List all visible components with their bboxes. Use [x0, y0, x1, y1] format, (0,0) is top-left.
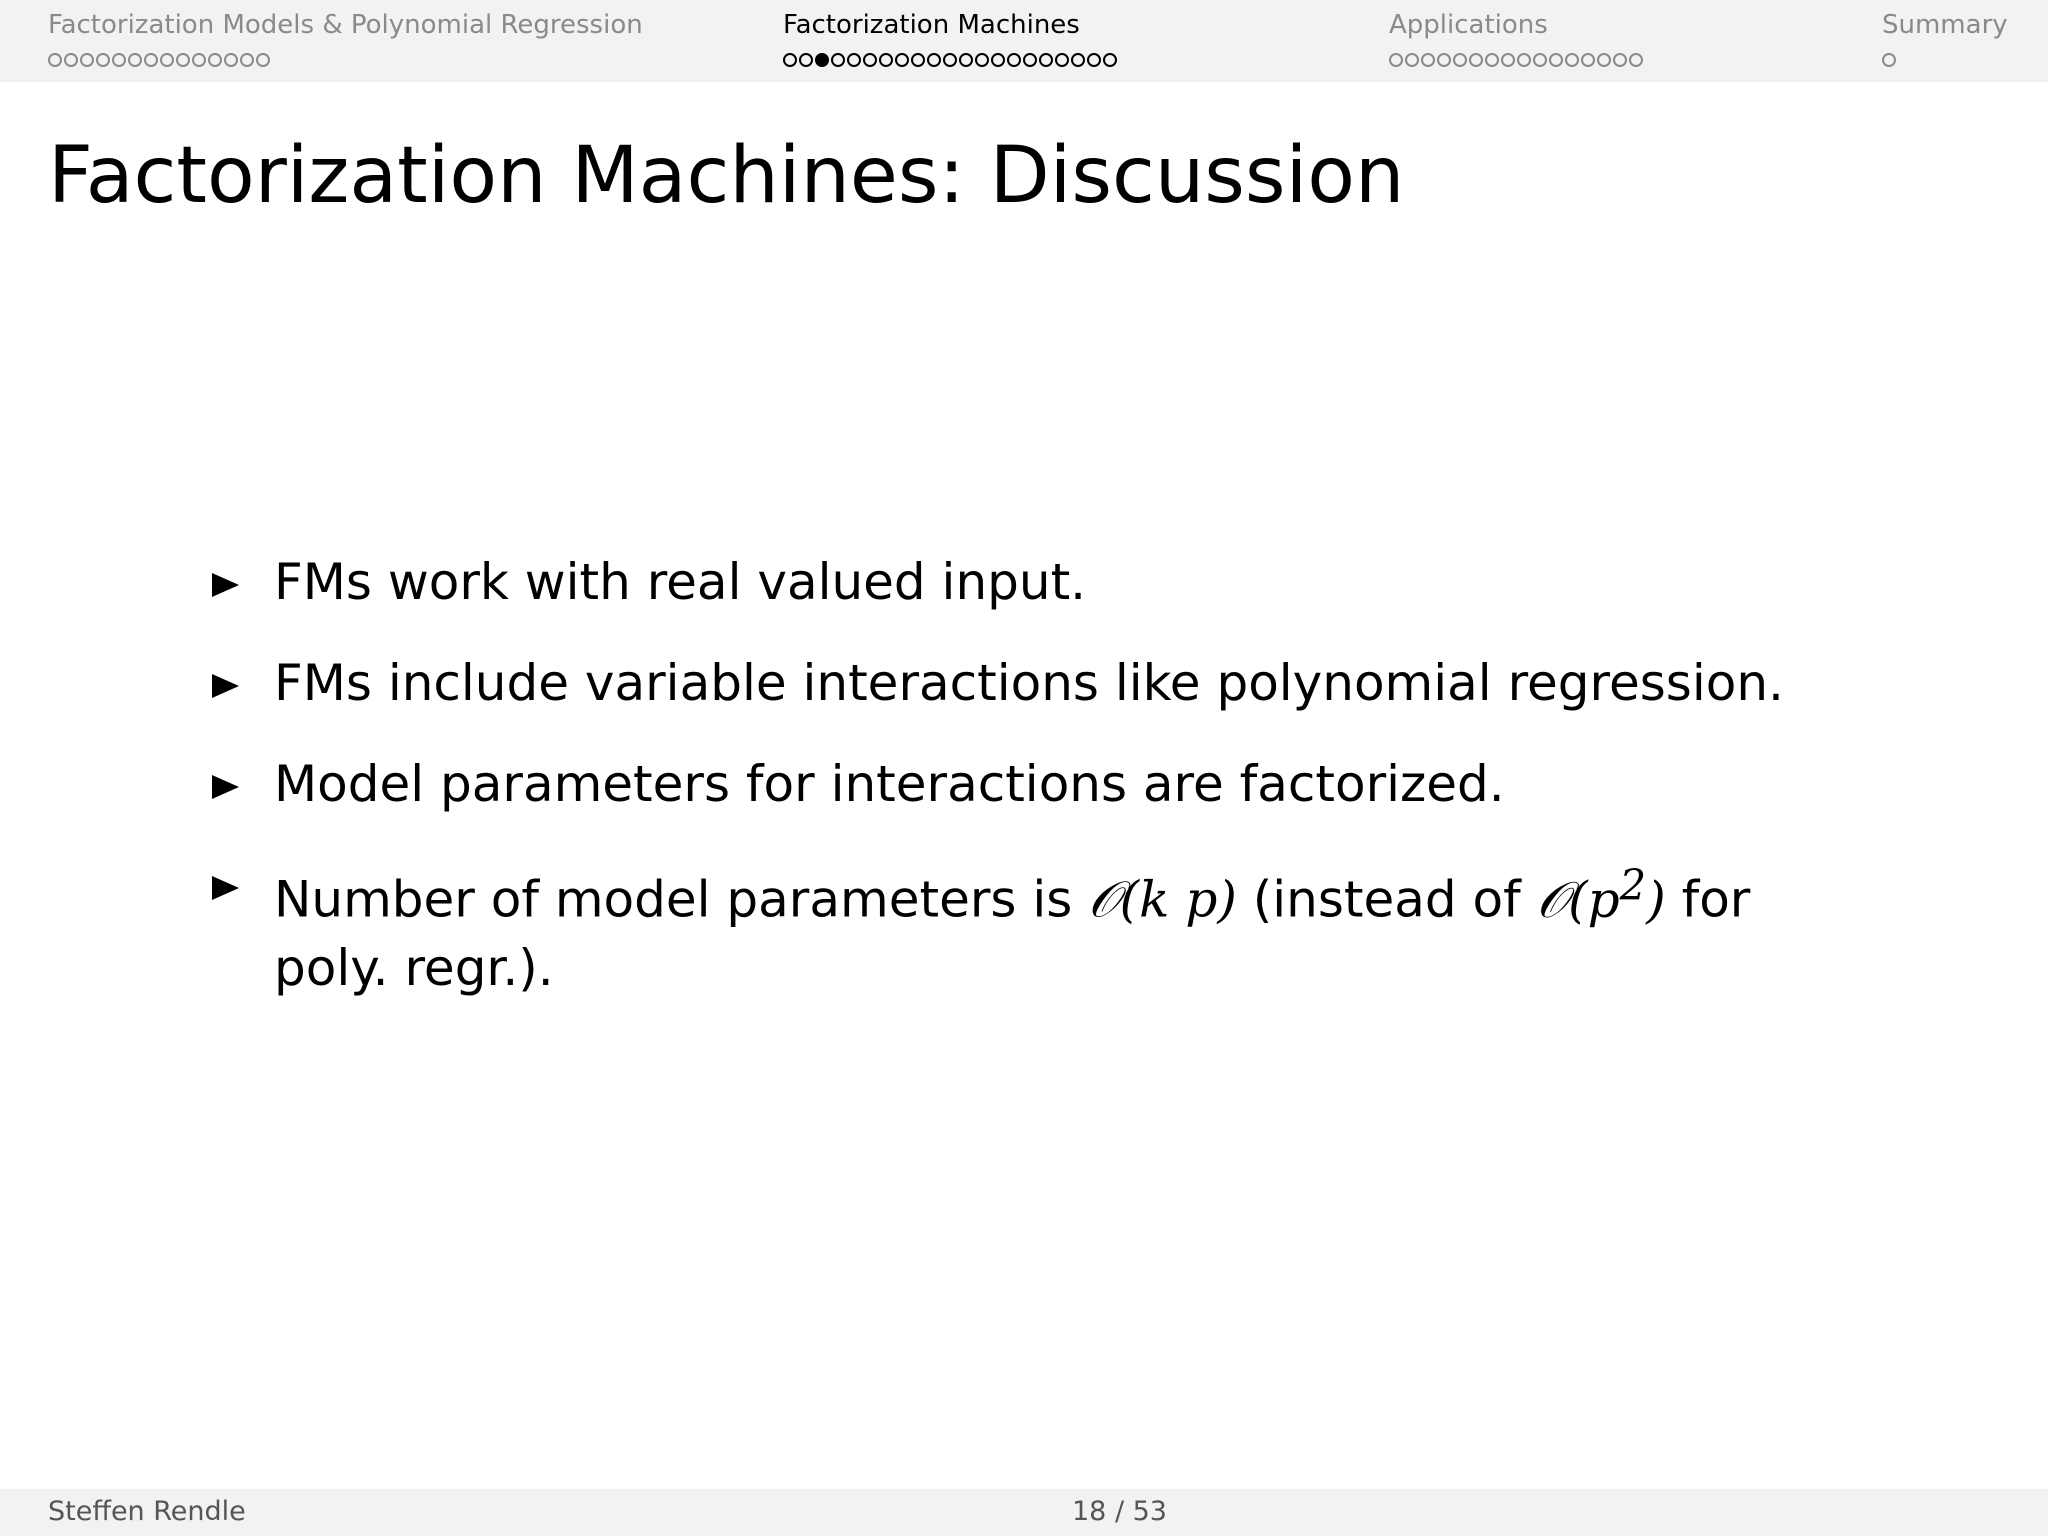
frame-dot[interactable] — [991, 53, 1005, 67]
frame-dot[interactable] — [1501, 53, 1515, 67]
frame-dot[interactable] — [959, 53, 973, 67]
frame-dot[interactable] — [48, 53, 62, 67]
frame-dot[interactable] — [160, 53, 174, 67]
triangle-bullet-icon — [212, 876, 239, 900]
frame-dot[interactable] — [64, 53, 78, 67]
bullet-item — [212, 548, 1852, 616]
frame-dot[interactable] — [975, 53, 989, 67]
frame-dot[interactable] — [112, 53, 126, 67]
bullet-item — [212, 750, 1852, 818]
bullet-list — [212, 548, 1852, 1035]
frame-dot[interactable] — [1629, 53, 1643, 67]
bullet-text: FMs include variable interactions like polynomial regression. — [274, 654, 1784, 712]
frame-dot[interactable] — [1389, 53, 1403, 67]
frame-dot[interactable] — [80, 53, 94, 67]
bullet-text: Model parameters for interactions are factorized. — [274, 755, 1505, 813]
bullet-text: FMs work with real valued input. — [274, 553, 1087, 611]
nav-section-label[interactable]: Factorization Machines — [783, 10, 1080, 40]
frame-dot[interactable] — [863, 53, 877, 67]
bullet-text-prefix: Number of model parameters is — [274, 870, 1089, 929]
bullet-item — [212, 649, 1852, 717]
frame-dot[interactable] — [240, 53, 254, 67]
frame-dot[interactable] — [1007, 53, 1021, 67]
nav-section-label[interactable]: Factorization Models & Polynomial Regression — [48, 10, 643, 40]
frame-dot[interactable] — [895, 53, 909, 67]
frame-dot[interactable] — [783, 53, 797, 67]
frame-dot[interactable] — [1517, 53, 1531, 67]
nav-section-summary[interactable] — [1882, 9, 2008, 69]
frame-dot[interactable] — [1613, 53, 1627, 67]
nav-frame-dots — [783, 51, 1117, 69]
nav-section-factorization-machines[interactable] — [783, 9, 1117, 69]
footer-author: Steffen Rendle — [48, 1496, 246, 1527]
frame-dot[interactable] — [1597, 53, 1611, 67]
nav-frame-dots — [48, 51, 643, 69]
bullet-text-suffix: for poly. regr.). — [274, 870, 1751, 997]
section-navigation-bar — [0, 0, 2048, 82]
frame-dot[interactable] — [1421, 53, 1435, 67]
bullet-item — [212, 851, 1852, 1002]
bullet-text-middle: (instead of — [1236, 870, 1537, 929]
slide-title: Factorization Machines: Discussion — [48, 131, 1405, 221]
frame-dot[interactable] — [208, 53, 222, 67]
frame-dot[interactable] — [96, 53, 110, 67]
frame-dot[interactable] — [879, 53, 893, 67]
nav-section-label[interactable]: Applications — [1389, 10, 1548, 40]
frame-dot[interactable] — [943, 53, 957, 67]
frame-dot[interactable] — [1882, 53, 1896, 67]
nav-section-label[interactable]: Summary — [1882, 10, 2008, 40]
frame-dot[interactable] — [1087, 53, 1101, 67]
nav-section-applications[interactable] — [1389, 9, 1643, 69]
frame-dot[interactable] — [1453, 53, 1467, 67]
frame-dot[interactable] — [831, 53, 845, 67]
frame-dot[interactable] — [911, 53, 925, 67]
frame-dot[interactable] — [1565, 53, 1579, 67]
triangle-bullet-icon — [212, 573, 239, 597]
frame-dot[interactable] — [847, 53, 861, 67]
nav-section-factorization-models[interactable] — [48, 9, 643, 69]
big-o-quadratic-expression — [1536, 860, 1666, 929]
frame-dot[interactable] — [128, 53, 142, 67]
frame-dot[interactable] — [1055, 53, 1069, 67]
frame-dot[interactable] — [1581, 53, 1595, 67]
frame-dot[interactable] — [927, 53, 941, 67]
frame-dot[interactable] — [1485, 53, 1499, 67]
frame-dot[interactable] — [256, 53, 270, 67]
math-base: 𝒪(p — [1536, 870, 1620, 929]
triangle-bullet-icon — [212, 674, 239, 698]
frame-dot[interactable] — [1039, 53, 1053, 67]
frame-dot[interactable] — [144, 53, 158, 67]
frame-dot[interactable] — [192, 53, 206, 67]
frame-dot[interactable] — [1533, 53, 1547, 67]
math-exponent: 2 — [1619, 860, 1647, 909]
frame-dot[interactable] — [1405, 53, 1419, 67]
nav-frame-dots — [1389, 51, 1643, 69]
frame-dot[interactable] — [1549, 53, 1563, 67]
slide-footer — [0, 1489, 2048, 1536]
page-number: 18 / 53 — [1072, 1496, 1167, 1527]
triangle-bullet-icon — [212, 775, 239, 799]
frame-dot[interactable] — [1103, 53, 1117, 67]
bullet-text — [274, 860, 1751, 997]
math-close: ) — [1646, 870, 1666, 929]
frame-dot[interactable] — [224, 53, 238, 67]
big-o-complexity-expression: 𝒪(k p) — [1088, 870, 1237, 929]
frame-dot[interactable] — [176, 53, 190, 67]
frame-dot[interactable] — [1437, 53, 1451, 67]
frame-dot[interactable] — [799, 53, 813, 67]
frame-dot[interactable] — [1469, 53, 1483, 67]
frame-dot[interactable] — [1071, 53, 1085, 67]
frame-dot[interactable] — [1023, 53, 1037, 67]
current-frame-dot[interactable] — [815, 53, 829, 67]
nav-frame-dots — [1882, 51, 2008, 69]
